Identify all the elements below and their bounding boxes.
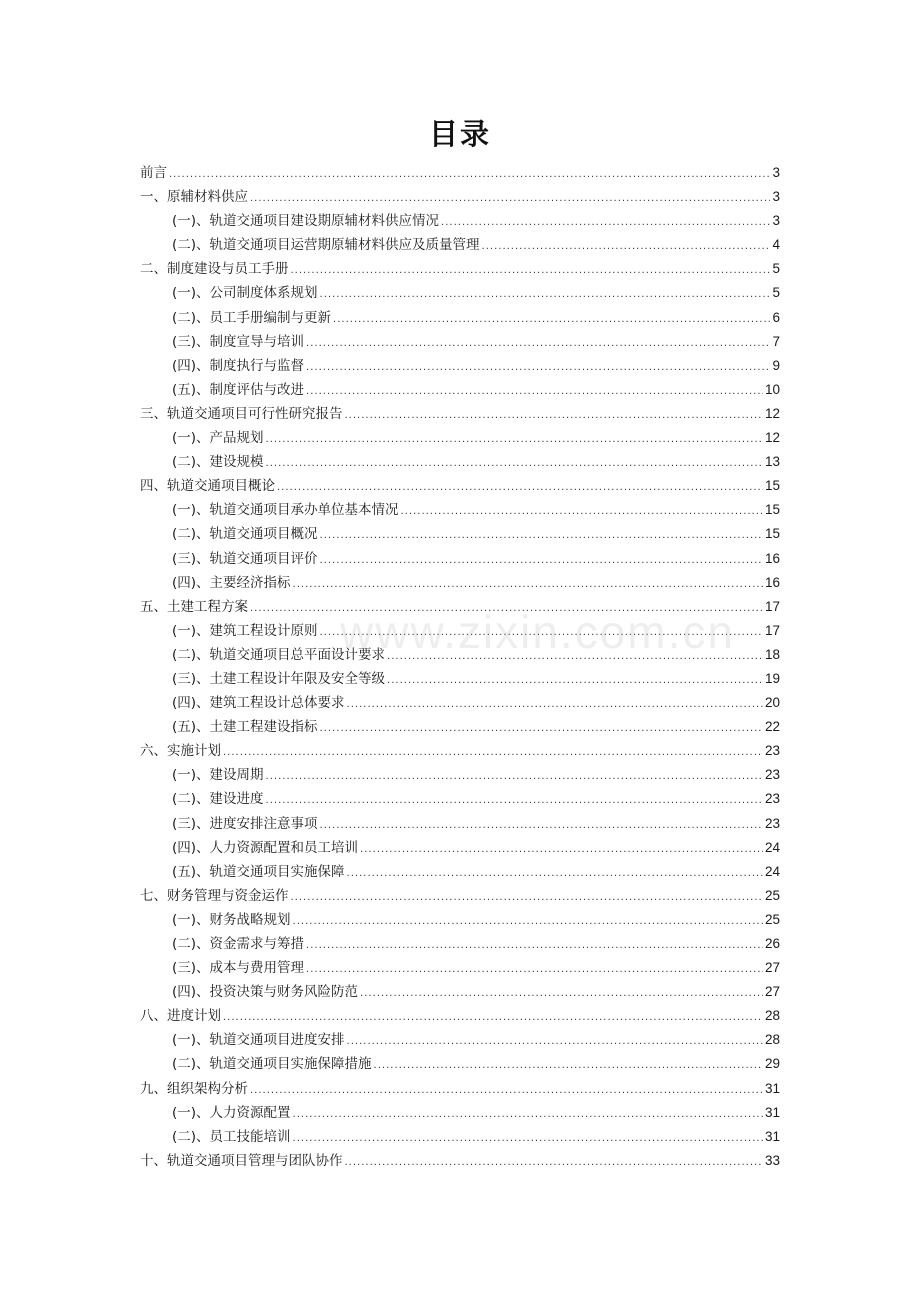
toc-entry-label: (一)、财务战略规划 [172,911,291,928]
toc-entry-label: (二)、建设规模 [172,454,264,471]
toc-chapter-entry[interactable] [140,739,780,763]
toc-section-entry[interactable] [140,860,780,884]
toc-entry-page-number: 19 [764,670,780,686]
toc-dot-leader [250,1079,763,1103]
toc-dot-leader [333,308,770,332]
toc-entry-page-number: 15 [764,478,780,494]
toc-dot-leader [360,982,763,1006]
toc-section-entry[interactable] [140,209,780,233]
toc-dot-leader [320,717,763,741]
toc-chapter-entry[interactable] [140,1004,780,1028]
toc-entry-label: 六、实施计划 [140,743,221,760]
toc-dot-leader [293,573,763,597]
toc-entry-label: (一)、建设周期 [172,767,264,784]
toc-section-entry[interactable] [140,498,780,522]
toc-entry-label: (一)、人力资源配置 [172,1104,291,1121]
toc-dot-leader [482,235,771,259]
toc-section-entry[interactable] [140,450,780,474]
toc-entry-page-number: 23 [764,743,780,759]
toc-dot-leader [223,1006,763,1030]
toc-dot-leader [293,1127,763,1151]
toc-entry-label: (四)、人力资源配置和员工培训 [172,839,359,856]
toc-dot-leader [291,886,763,910]
toc-dot-leader [441,211,770,235]
toc-entry-page-number: 17 [764,622,780,638]
toc-section-entry[interactable] [140,426,780,450]
toc-section-entry[interactable] [140,354,780,378]
toc-section-entry[interactable] [140,1052,780,1076]
toc-entry-page-number: 31 [764,1128,780,1144]
toc-entry-page-number: 10 [764,381,780,397]
toc-dot-leader [293,1103,763,1127]
toc-dot-leader [320,524,763,548]
toc-entry-page-number: 16 [764,574,780,590]
toc-entry-page-number: 29 [764,1056,780,1072]
toc-dot-leader [293,910,763,934]
toc-entry-page-number: 22 [764,719,780,735]
toc-dot-leader [320,621,763,645]
toc-entry-page-number: 12 [764,430,780,446]
toc-entry-page-number: 25 [764,911,780,927]
toc-entry-page-number: 31 [764,1080,780,1096]
toc-entry-label: (一)、轨道交通项目进度安排 [172,1032,345,1049]
toc-entry-label: 二、制度建设与员工手册 [140,261,289,278]
toc-dot-leader [223,741,763,765]
toc-entry-label: (一)、公司制度体系规划 [172,285,318,302]
toc-chapter-entry[interactable] [140,161,780,185]
toc-dot-leader [266,789,763,813]
toc-entry-label: (三)、成本与费用管理 [172,960,305,977]
toc-section-entry[interactable] [140,233,780,257]
toc-entry-label: (二)、建设进度 [172,791,264,808]
toc-entry-page-number: 6 [772,309,780,325]
toc-section-entry[interactable] [140,306,780,330]
toc-section-entry[interactable] [140,932,780,956]
toc-section-entry[interactable] [140,908,780,932]
toc-entry-label: (四)、制度执行与监督 [172,357,305,374]
toc-title: 目录 [428,117,491,151]
toc-section-entry[interactable] [140,1028,780,1052]
toc-entry-label: (二)、资金需求与筹措 [172,936,305,952]
toc-entry-label: (一)、轨道交通项目建设期原辅材料供应情况 [172,213,440,230]
toc-dot-leader [250,597,763,621]
toc-dot-leader [306,958,763,982]
toc-entry-label: (四)、建筑工程设计总体要求 [172,695,345,712]
toc-dot-leader [306,934,763,958]
toc-section-entry[interactable] [140,956,780,980]
toc-dot-leader [387,669,763,693]
toc-entry-label: (五)、制度评估与改进 [172,381,305,398]
toc-entry-page-number: 5 [772,261,780,277]
toc-chapter-entry[interactable] [140,1077,780,1101]
toc-entry-label: (五)、土建工程建设指标 [172,719,318,736]
toc-entry-page-number: 9 [772,357,780,373]
toc-entry-label: 四、轨道交通项目概论 [140,478,275,495]
toc-chapter-entry[interactable] [140,185,780,209]
toc-section-entry[interactable] [140,643,780,667]
toc-dot-leader [306,380,763,404]
toc-entry-page-number: 24 [764,839,780,855]
toc-entry-label: (四)、主要经济指标 [172,574,291,591]
toc-chapter-entry[interactable] [140,1149,780,1173]
toc-dot-leader [401,500,763,524]
watermark: www.zixin.com.cn [340,606,735,658]
toc-entry-label: (二)、员工手册编制与更新 [172,309,332,326]
toc-entry-page-number: 3 [772,213,780,229]
toc-section-entry[interactable] [140,787,780,811]
toc-entry-page-number: 23 [764,815,780,831]
toc-entry-page-number: 25 [764,887,780,903]
toc-dot-leader [320,283,771,307]
toc-entry-page-number: 31 [764,1104,780,1120]
toc-dot-leader [387,645,763,669]
toc-dot-leader [266,428,763,452]
toc-entry-label: (三)、进度安排注意事项 [172,815,318,832]
toc-entry-label: 前言 [140,165,167,181]
toc-entry-label: (二)、轨道交通项目总平面设计要求 [172,646,386,663]
toc-dot-leader [360,838,763,862]
toc-dot-leader [345,404,763,428]
toc-dot-leader [266,452,763,476]
toc-entry-page-number: 23 [764,767,780,783]
toc-entry-page-number: 15 [764,502,780,518]
toc-section-entry[interactable] [140,667,780,691]
toc-entry-label: (四)、投资决策与财务风险防范 [172,984,359,1001]
toc-entry-page-number: 18 [764,646,780,662]
table-of-contents [140,161,780,1173]
toc-entry-page-number: 33 [764,1152,780,1168]
toc-entry-page-number: 27 [764,984,780,1000]
toc-section-entry[interactable] [140,281,780,305]
toc-entry-page-number: 15 [764,526,780,542]
toc-dot-leader [169,163,770,187]
toc-dot-leader [291,259,771,283]
toc-section-entry[interactable] [140,763,780,787]
toc-dot-leader [250,187,770,211]
toc-entry-label: 七、财务管理与资金运作 [140,887,289,904]
toc-entry-label: 三、轨道交通项目可行性研究报告 [140,405,343,422]
toc-dot-leader [345,1151,763,1175]
toc-entry-label: (二)、轨道交通项目概况 [172,526,318,543]
toc-entry-label: (三)、制度宣导与培训 [172,333,305,350]
toc-entry-label: (二)、员工技能培训 [172,1128,291,1145]
toc-entry-page-number: 20 [764,695,780,711]
toc-section-entry[interactable] [140,715,780,739]
toc-entry-page-number: 23 [764,791,780,807]
toc-section-entry[interactable] [140,1101,780,1125]
toc-entry-page-number: 16 [764,550,780,566]
toc-entry-label: (一)、建筑工程设计原则 [172,622,318,639]
toc-entry-page-number: 12 [764,405,780,421]
toc-section-entry[interactable] [140,836,780,860]
toc-entry-label: (一)、产品规划 [172,430,264,447]
toc-entry-label: (二)、轨道交通项目运营期原辅材料供应及质量管理 [172,237,480,254]
toc-dot-leader [320,549,763,573]
toc-entry-label: (三)、轨道交通项目评价 [172,550,318,567]
toc-entry-page-number: 3 [772,189,780,205]
toc-section-entry[interactable] [140,812,780,836]
toc-dot-leader [306,356,770,380]
toc-dot-leader [306,332,770,356]
toc-entry-label: (二)、轨道交通项目实施保障措施 [172,1056,372,1073]
toc-entry-label: 十、轨道交通项目管理与团队协作 [140,1152,343,1169]
toc-chapter-entry[interactable] [140,474,780,498]
toc-section-entry[interactable] [140,522,780,546]
toc-section-entry[interactable] [140,378,780,402]
toc-entry-page-number: 26 [764,936,780,951]
toc-dot-leader [347,862,763,886]
toc-entry-page-number: 24 [764,863,780,879]
toc-section-entry[interactable] [140,571,780,595]
toc-chapter-entry[interactable] [140,884,780,908]
toc-chapter-entry[interactable] [140,257,780,281]
toc-entry-label: 九、组织架构分析 [140,1080,248,1097]
toc-dot-leader [374,1054,763,1078]
toc-entry-label: (三)、土建工程设计年限及安全等级 [172,670,386,687]
toc-dot-leader [277,476,763,500]
toc-chapter-entry[interactable] [140,595,780,619]
toc-entry-page-number: 7 [772,333,780,349]
toc-section-entry[interactable] [140,619,780,643]
toc-section-entry[interactable] [140,1125,780,1149]
toc-chapter-entry[interactable] [140,402,780,426]
toc-entry-label: (五)、轨道交通项目实施保障 [172,863,345,880]
toc-dot-leader [347,693,763,717]
toc-entry-page-number: 3 [772,165,780,180]
toc-entry-page-number: 5 [772,285,780,301]
toc-entry-page-number: 28 [764,1008,780,1024]
toc-entry-label: 八、进度计划 [140,1008,221,1025]
toc-entry-page-number: 4 [772,237,780,253]
toc-dot-leader [347,1030,763,1054]
toc-entry-label: 五、土建工程方案 [140,598,248,615]
toc-dot-leader [320,814,763,838]
toc-entry-page-number: 13 [764,454,780,470]
toc-entry-label: (一)、轨道交通项目承办单位基本情况 [172,502,399,519]
toc-entry-page-number: 28 [764,1032,780,1048]
toc-entry-page-number: 27 [764,960,780,976]
toc-section-entry[interactable] [140,980,780,1004]
toc-section-entry[interactable] [140,330,780,354]
toc-dot-leader [266,765,763,789]
toc-entry-label: 一、原辅材料供应 [140,189,248,206]
toc-entry-page-number: 17 [764,598,780,614]
toc-section-entry[interactable] [140,691,780,715]
toc-section-entry[interactable] [140,547,780,571]
